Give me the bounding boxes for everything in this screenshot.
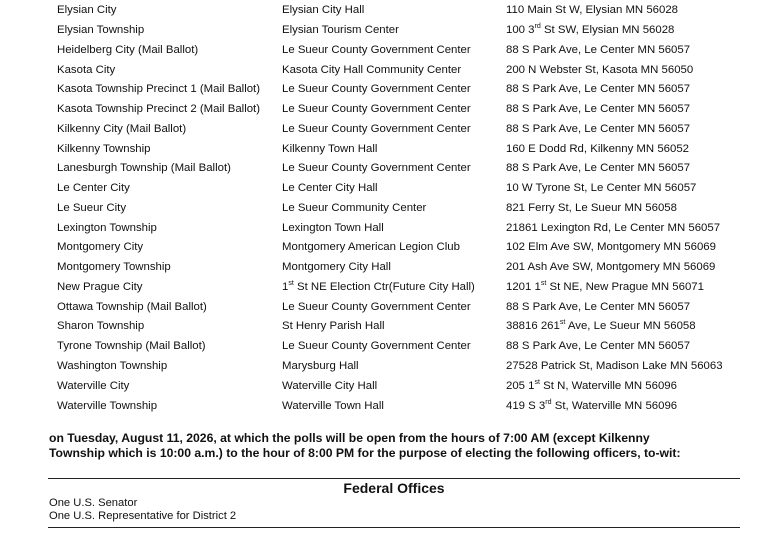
section-divider-bottom xyxy=(48,527,740,528)
polling-location: Elysian City Hall xyxy=(282,4,365,16)
polling-location: St Henry Parish Hall xyxy=(282,320,385,332)
precinct-name: Le Center City xyxy=(57,182,130,194)
polling-location: Le Sueur County Government Center xyxy=(282,44,471,56)
federal-offices-heading: Federal Offices xyxy=(343,480,445,496)
polling-location: Marysburg Hall xyxy=(282,360,359,372)
precinct-name: New Prague City xyxy=(57,281,143,293)
polling-address: 88 S Park Ave, Le Center MN 56057 xyxy=(506,162,691,174)
precinct-name: Kilkenny Township xyxy=(57,143,151,155)
table-row xyxy=(0,21,780,41)
polling-address: 200 N Webster St, Kasota MN 56050 xyxy=(506,64,694,76)
polling-location: 1st St NE Election Ctr(Future City Hall) xyxy=(282,280,475,293)
polling-location: Le Center City Hall xyxy=(282,182,378,194)
polling-location: Montgomery American Legion Club xyxy=(282,241,460,253)
table-row xyxy=(0,258,780,278)
table-row xyxy=(0,337,780,357)
polling-location: Le Sueur Community Center xyxy=(282,202,427,214)
table-row xyxy=(0,140,780,160)
polling-location: Le Sueur County Government Center xyxy=(282,162,471,174)
notice-line-1: on Tuesday, August 11, 2026, at which the polls will be open from the hours of 7:00 AM (except Kilkenny xyxy=(49,431,650,445)
table-row xyxy=(0,397,780,417)
polling-location: Elysian Tourism Center xyxy=(282,24,399,36)
precinct-name: Kasota City xyxy=(57,64,116,76)
table-row xyxy=(0,179,780,199)
polling-location: Kasota City Hall Community Center xyxy=(282,64,462,76)
precinct-name: Tyrone Township (Mail Ballot) xyxy=(57,340,206,352)
precinct-name: Waterville City xyxy=(57,380,130,392)
office-item-senator: One U.S. Senator xyxy=(49,497,138,509)
notice-line-2: Township which is 10:00 a.m.) to the hour of 8:00 PM for the purpose of electing the following officers, to-wit: xyxy=(49,446,681,460)
precinct-name: Montgomery City xyxy=(57,241,144,253)
polling-address: 205 1st St N, Waterville MN 56096 xyxy=(506,379,677,392)
polling-address: 10 W Tyrone St, Le Center MN 56057 xyxy=(506,182,697,194)
office-item-representative: One U.S. Representative for District 2 xyxy=(49,510,237,522)
table-row xyxy=(0,80,780,100)
polling-address: 38816 261st Ave, Le Sueur MN 56058 xyxy=(506,319,696,332)
polling-address: 88 S Park Ave, Le Center MN 56057 xyxy=(506,301,691,313)
precinct-name: Elysian City xyxy=(57,4,117,16)
precinct-name: Lexington Township xyxy=(57,222,157,234)
section-divider-top xyxy=(48,478,740,479)
table-row xyxy=(0,278,780,298)
precinct-name: Waterville Township xyxy=(57,400,158,412)
election-notice xyxy=(49,431,774,461)
polling-address: 110 Main St W, Elysian MN 56028 xyxy=(506,4,678,16)
polling-address: 27528 Patrick St, Madison Lake MN 56063 xyxy=(506,360,723,372)
precinct-name: Kilkenny City (Mail Ballot) xyxy=(57,123,187,135)
precinct-name: Ottawa Township (Mail Ballot) xyxy=(57,301,207,313)
precinct-name: Sharon Township xyxy=(57,320,145,332)
precinct-name: Elysian Township xyxy=(57,24,145,36)
polling-address: 88 S Park Ave, Le Center MN 56057 xyxy=(506,340,691,352)
precinct-name: Kasota Township Precinct 2 (Mail Ballot) xyxy=(57,103,261,115)
polling-location: Le Sueur County Government Center xyxy=(282,83,471,95)
table-row xyxy=(0,1,780,21)
precinct-name: Lanesburgh Township (Mail Ballot) xyxy=(57,162,231,174)
table-row xyxy=(0,61,780,81)
polling-address: 88 S Park Ave, Le Center MN 56057 xyxy=(506,103,691,115)
polling-address: 102 Elm Ave SW, Montgomery MN 56069 xyxy=(506,241,716,253)
polling-address: 821 Ferry St, Le Sueur MN 56058 xyxy=(506,202,677,214)
polling-address: 88 S Park Ave, Le Center MN 56057 xyxy=(506,123,691,135)
table-row xyxy=(0,219,780,239)
precinct-name: Montgomery Township xyxy=(57,261,171,273)
table-row xyxy=(0,377,780,397)
table-row xyxy=(0,159,780,179)
polling-location: Kilkenny Town Hall xyxy=(282,143,378,155)
precinct-name: Heidelberg City (Mail Ballot) xyxy=(57,44,199,56)
polling-location: Le Sueur County Government Center xyxy=(282,123,471,135)
table-row xyxy=(0,120,780,140)
polling-address: 201 Ash Ave SW, Montgomery MN 56069 xyxy=(506,261,716,273)
table-row xyxy=(0,100,780,120)
precinct-name: Le Sueur City xyxy=(57,202,127,214)
precinct-name: Kasota Township Precinct 1 (Mail Ballot) xyxy=(57,83,261,95)
precinct-name: Washington Township xyxy=(57,360,168,372)
table-row xyxy=(0,298,780,318)
polling-address: 88 S Park Ave, Le Center MN 56057 xyxy=(506,83,691,95)
polling-location: Waterville City Hall xyxy=(282,380,378,392)
table-row xyxy=(0,199,780,219)
polling-address: 100 3rd St SW, Elysian MN 56028 xyxy=(506,23,675,36)
polling-address: 88 S Park Ave, Le Center MN 56057 xyxy=(506,44,691,56)
polling-location: Le Sueur County Government Center xyxy=(282,301,471,313)
polling-address: 419 S 3rd St, Waterville MN 56096 xyxy=(506,399,678,412)
table-row xyxy=(0,238,780,258)
polling-address: 160 E Dodd Rd, Kilkenny MN 56052 xyxy=(506,143,689,155)
polling-address: 21861 Lexington Rd, Le Center MN 56057 xyxy=(506,222,721,234)
polling-location: Montgomery City Hall xyxy=(282,261,391,273)
polling-location: Le Sueur County Government Center xyxy=(282,340,471,352)
table-row xyxy=(0,41,780,61)
polling-location: Lexington Town Hall xyxy=(282,222,384,234)
polling-location: Le Sueur County Government Center xyxy=(282,103,471,115)
polling-address: 1201 1st St NE, New Prague MN 56071 xyxy=(506,280,704,293)
polling-location: Waterville Town Hall xyxy=(282,400,384,412)
table-row xyxy=(0,357,780,377)
table-row xyxy=(0,317,780,337)
